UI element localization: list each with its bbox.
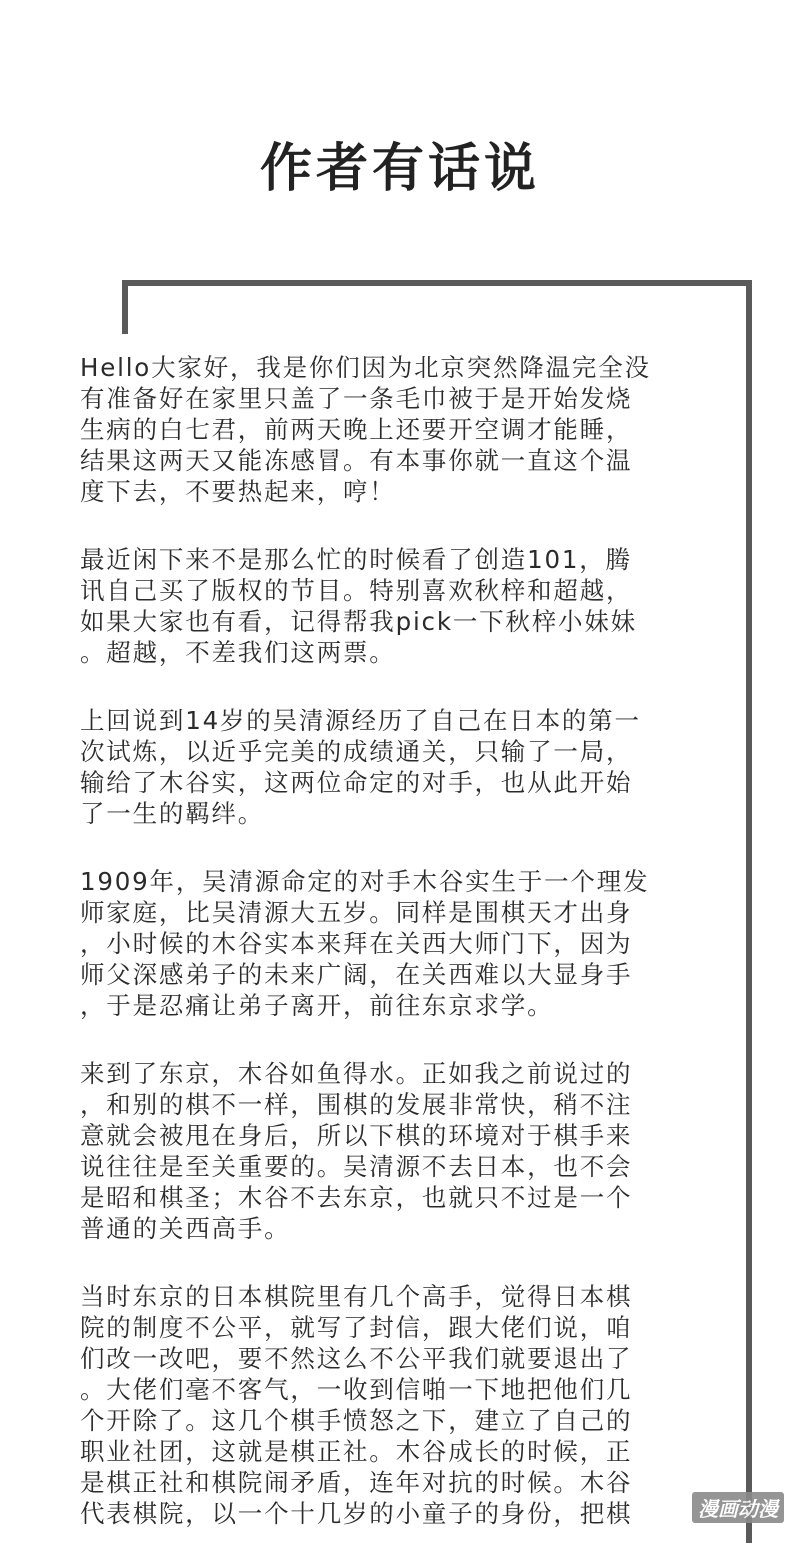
paragraph xyxy=(80,1058,730,1244)
text-line: 上回说到14岁的吴清源经历了自己在日本的第一 xyxy=(80,706,641,735)
page-title: 作者有话说 xyxy=(259,138,540,199)
text-line: 讯自己买了版权的节目。特别喜欢秋梓和超越， xyxy=(80,576,633,605)
watermark-logo: 漫画动漫 xyxy=(692,1492,784,1523)
text-line: ，小时候的木谷实本来拜在关西大师门下，因为 xyxy=(80,929,633,958)
text-line: 如果大家也有看，记得帮我pick一下秋梓小妹妹 xyxy=(80,607,637,636)
text-line: 结果这两天又能冻感冒。有本事你就一直这个温 xyxy=(80,446,633,475)
text-line: 1909年，吴清源命定的对手木谷实生于一个理发 xyxy=(80,867,650,896)
paragraph xyxy=(80,352,730,507)
text-line: 师父深感弟子的未来广阔，在关西难以大显身手 xyxy=(80,960,633,989)
text-line: ，和别的棋不一样，围棋的发展非常快，稍不注 xyxy=(80,1090,633,1119)
frame-right-border xyxy=(746,280,752,1543)
text-line: ，于是忍痛让弟子离开，前往东京求学。 xyxy=(80,991,554,1020)
paragraph xyxy=(80,1281,730,1529)
text-line: 度下去，不要热起来，哼！ xyxy=(80,477,396,506)
text-line: 代表棋院，以一个十几岁的小童子的身份，把棋 xyxy=(80,1499,633,1528)
text-line: 来到了东京，木谷如鱼得水。正如我之前说过的 xyxy=(80,1059,633,1088)
text-line: 个开除了。这几个棋手愤怒之下，建立了自己的 xyxy=(80,1406,633,1435)
text-line: 是昭和棋圣；木谷不去东京，也就只不过是一个 xyxy=(80,1183,633,1212)
article-body xyxy=(80,352,730,1543)
text-line: 院的制度不公平，就写了封信，跟大佬们说，咱 xyxy=(80,1313,633,1342)
text-line: 生病的白七君，前两天晚上还要开空调才能睡， xyxy=(80,415,633,444)
text-line: 当时东京的日本棋院里有几个高手，觉得日本棋 xyxy=(80,1282,633,1311)
text-line: 是棋正社和棋院闹矛盾，连年对抗的时候。木谷 xyxy=(80,1468,633,1497)
text-line: 了一生的羁绊。 xyxy=(80,799,265,828)
paragraph xyxy=(80,866,730,1021)
text-line: 普通的关西高手。 xyxy=(80,1214,291,1243)
text-line: 师家庭，比吴清源大五岁。同样是围棋天才出身 xyxy=(80,898,633,927)
text-line: 职业社团，这就是棋正社。木谷成长的时候，正 xyxy=(80,1437,633,1466)
paragraph xyxy=(80,544,730,668)
text-line: 有准备好在家里只盖了一条毛巾被于是开始发烧 xyxy=(80,384,633,413)
text-line: 。超越，不差我们这两票。 xyxy=(80,638,396,667)
paragraph xyxy=(80,705,730,829)
text-line: 。大佬们毫不客气，一收到信啪一下地把他们几 xyxy=(80,1375,633,1404)
text-line: 输给了木谷实，这两位命定的对手，也从此开始 xyxy=(80,768,633,797)
text-line: Hello大家好，我是你们因为北京突然降温完全没 xyxy=(80,353,651,382)
frame-top-border xyxy=(122,280,752,286)
text-line: 们改一改吧，要不然这么不公平我们就要退出了 xyxy=(80,1344,633,1373)
text-line: 最近闲下来不是那么忙的时候看了创造101，腾 xyxy=(80,545,632,574)
text-line: 说往往是至关重要的。吴清源不去日本，也不会 xyxy=(80,1152,633,1181)
text-line: 意就会被甩在身后，所以下棋的环境对于棋手来 xyxy=(80,1121,633,1150)
frame-left-tick xyxy=(122,280,128,334)
text-line: 次试炼，以近乎完美的成绩通关，只输了一局， xyxy=(80,737,633,766)
